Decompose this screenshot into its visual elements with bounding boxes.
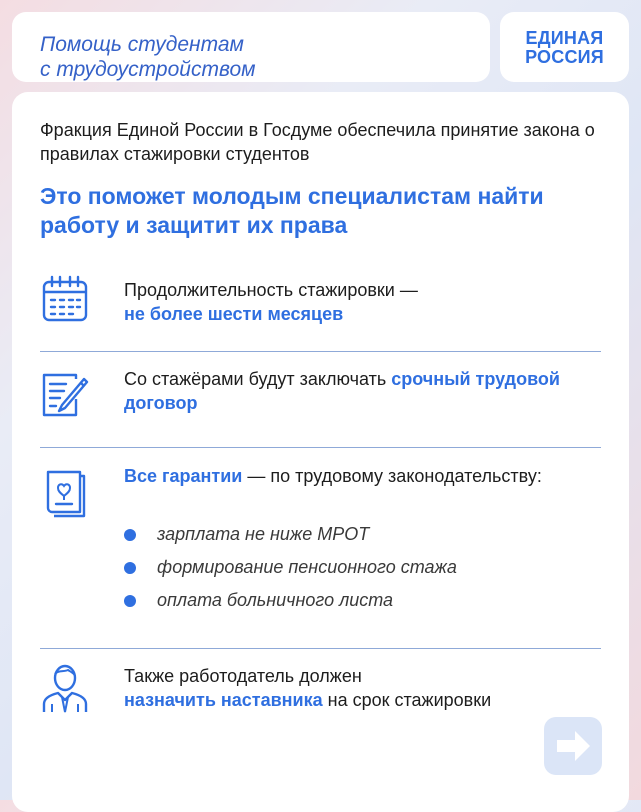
section-guarantees-text <box>124 464 594 488</box>
mentor-label: Также работодатель должен <box>124 666 362 686</box>
list-item <box>124 588 604 621</box>
section-mentor-text <box>124 664 594 712</box>
list-item <box>124 522 604 555</box>
bullet-dot <box>124 595 136 607</box>
section-duration <box>12 270 629 346</box>
list-item-text: зарплата не ниже МРОТ <box>157 524 370 544</box>
section-guarantees <box>12 464 629 644</box>
duration-label: Продолжительность стажировки — <box>124 280 418 300</box>
page-title-line-2: с трудоустройством <box>40 58 256 81</box>
section-contract <box>12 367 629 443</box>
page-title <box>40 32 340 82</box>
list-item-text: формирование пенсионного стажа <box>157 557 457 577</box>
list-item <box>124 555 604 588</box>
duration-highlight: не более шести месяцев <box>124 304 344 324</box>
guarantees-label: — по трудовому законодательству: <box>247 466 542 486</box>
header-card <box>12 12 490 82</box>
next-button[interactable] <box>544 717 602 775</box>
list-item-text: оплата больничного листа <box>157 590 394 610</box>
bullet-dot <box>124 562 136 574</box>
document-pen-icon <box>40 369 90 419</box>
mentor-highlight: назначить наставника <box>124 690 323 710</box>
bullet-dot <box>124 529 136 541</box>
mentor-label-end: на срок стажировки <box>327 690 492 710</box>
section-duration-text <box>124 278 594 326</box>
contract-highlight: срочный трудовой договор <box>124 369 560 413</box>
section-mentor <box>12 664 629 764</box>
guarantees-highlight: Все гарантии <box>124 466 243 486</box>
page-title-line-1: Помощь студентам <box>40 33 244 56</box>
section-contract-text <box>124 367 594 415</box>
calendar-icon <box>40 274 90 324</box>
divider <box>40 648 601 649</box>
intro-text: Фракция Единой России в Госдуме обеспечила принятие закона о правилах стажировки студентов <box>40 120 595 164</box>
law-book-icon <box>40 468 90 518</box>
main-card <box>12 92 629 812</box>
logo-line-2: РОССИЯ <box>525 47 604 67</box>
contract-label: Со стажёрами будут заключать <box>124 369 387 389</box>
party-logo-text <box>500 29 629 67</box>
headline: Это поможет молодым специалистам найти работу и защитит их права <box>40 183 544 238</box>
guarantees-list <box>124 522 604 621</box>
divider <box>40 351 601 352</box>
logo-line-1: ЕДИНАЯ <box>525 28 604 48</box>
mentor-person-icon <box>40 664 90 714</box>
arrow-right-icon <box>544 717 602 775</box>
divider <box>40 447 601 448</box>
party-logo <box>500 12 629 82</box>
